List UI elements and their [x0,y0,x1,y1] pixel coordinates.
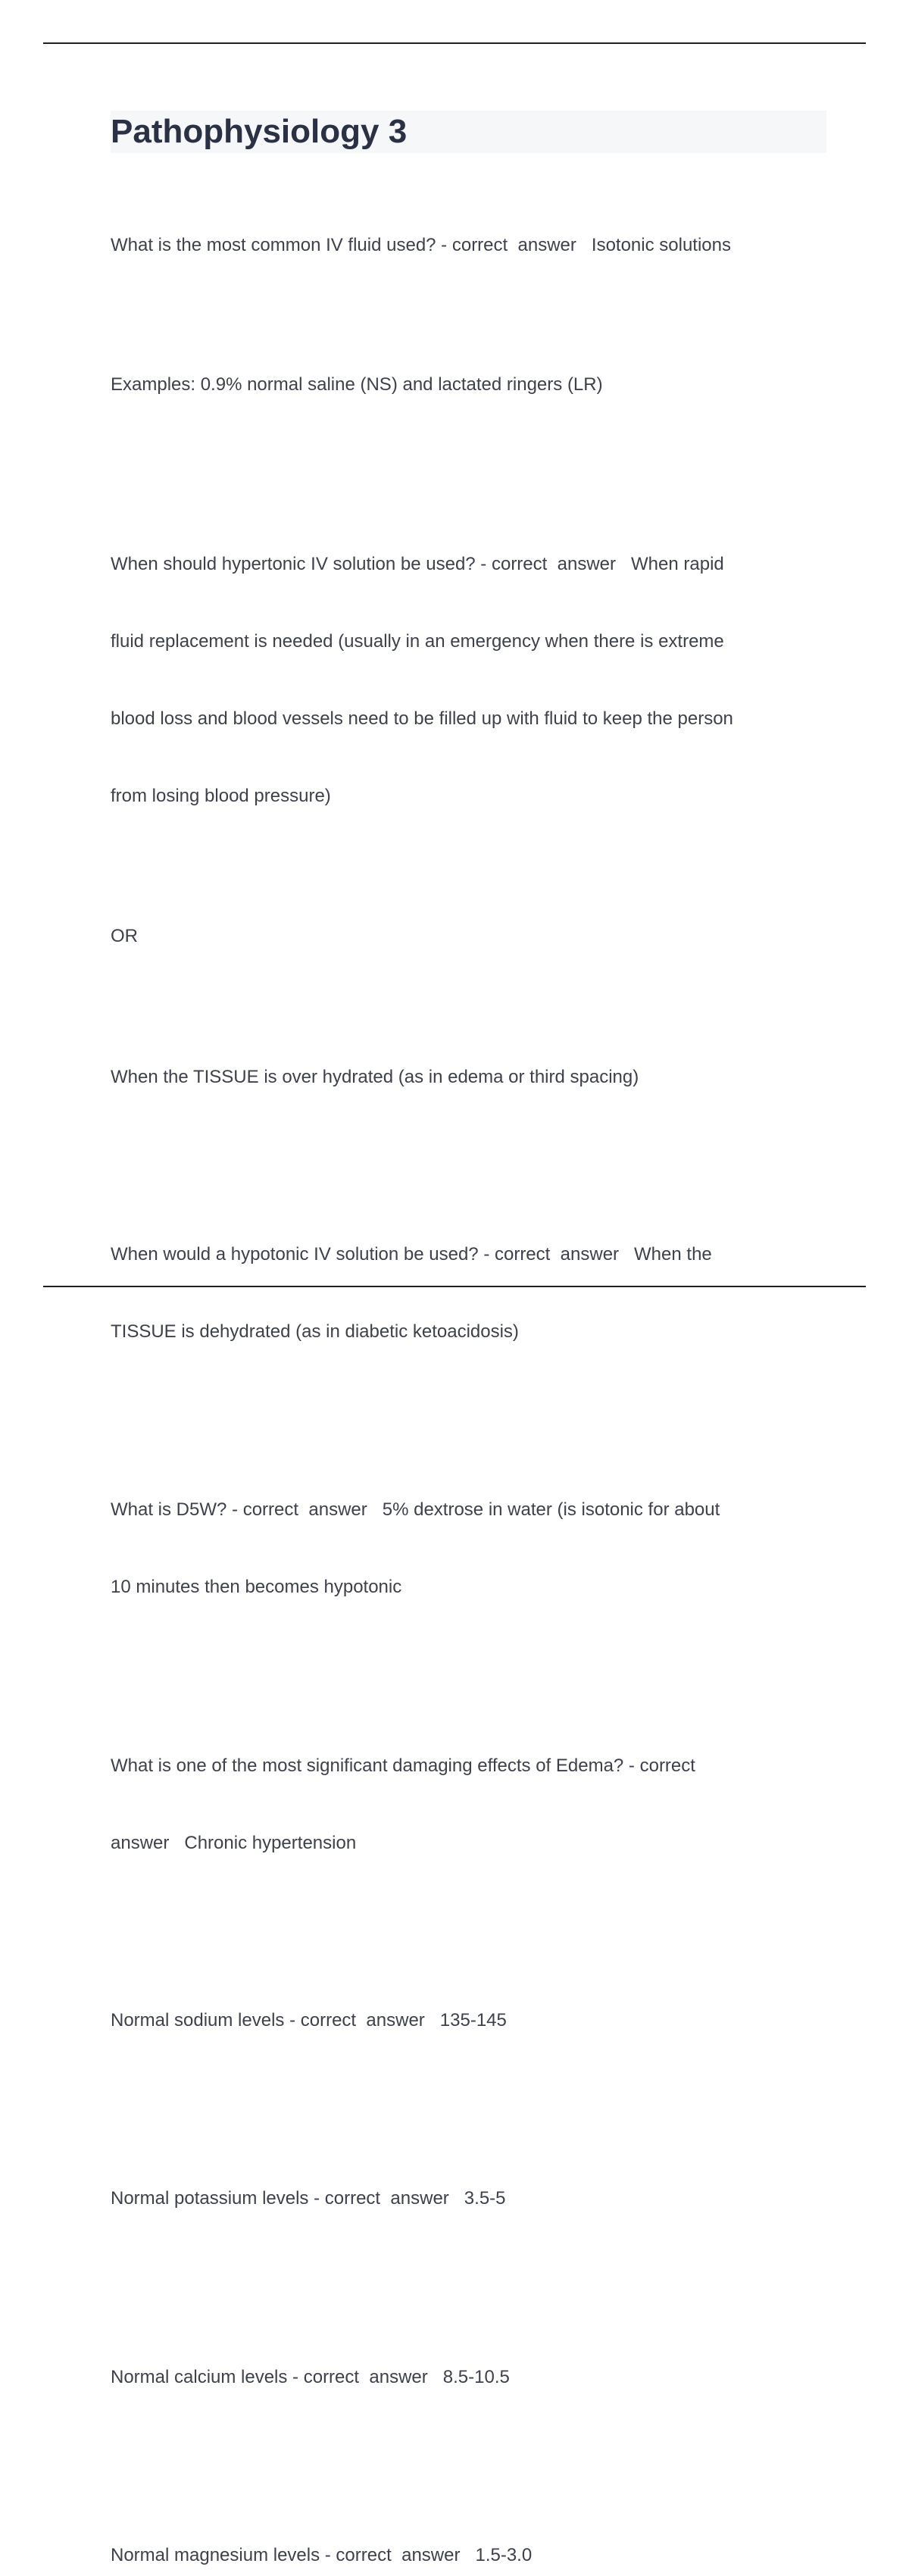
qa-line: Normal magnesium levels - correct answer 1.5-3.0 [111,2545,533,2565]
qa-line: 10 minutes then becomes hypotonic [111,1577,402,1597]
qa-line: answer Chronic hypertension [111,1833,357,1853]
qa-item [111,1702,826,1908]
qa-line: When would a hypotonic IV solution be used? - correct answer When the [111,1244,712,1265]
qa-item [111,1446,826,1652]
qa-item [111,1956,826,2085]
qa-line: When the TISSUE is over hydrated (as in edema or third spacing) [111,1067,639,1087]
qa-item [111,2491,826,2576]
bottom-rule [43,1286,866,1287]
qa-line: Examples: 0.9% normal saline (NS) and lactated ringers (LR) [111,374,603,395]
qa-item [111,2134,826,2263]
qa-item [111,320,826,449]
qa-line: What is the most common IV fluid used? - correct answer Isotonic solutions [111,235,731,255]
qa-item [111,1013,826,1142]
qa-line: Normal calcium levels - correct answer 8.5-10.5 [111,2367,510,2387]
top-rule [43,42,866,44]
qa-line: When should hypertonic IV solution be used? - correct answer When rapid [111,554,724,574]
qa-line: fluid replacement is needed (usually in an emergency when there is extreme [111,631,724,652]
qa-line: TISSUE is dehydrated (as in diabetic ketoacidosis) [111,1321,519,1342]
qa-line: What is one of the most significant damaging effects of Edema? - correct [111,1755,695,1776]
qa-item [111,2313,826,2442]
qa-line: Normal potassium levels - correct answer 3.5-5 [111,2188,506,2209]
qa-item [111,1190,826,1396]
page-title: Pathophysiology 3 [111,111,826,153]
qa-item [111,181,826,310]
qa-item [111,500,826,861]
qa-line: Normal sodium levels - correct answer 135-145 [111,2010,507,2030]
qa-line: What is D5W? - correct answer 5% dextrose in water (is isotonic for about [111,1499,720,1520]
qa-line: OR [111,926,138,946]
qa-item [111,872,826,1001]
document-body [111,111,826,2576]
qa-line: blood loss and blood vessels need to be filled up with fluid to keep the person [111,708,733,729]
qa-line: from losing blood pressure) [111,786,331,806]
